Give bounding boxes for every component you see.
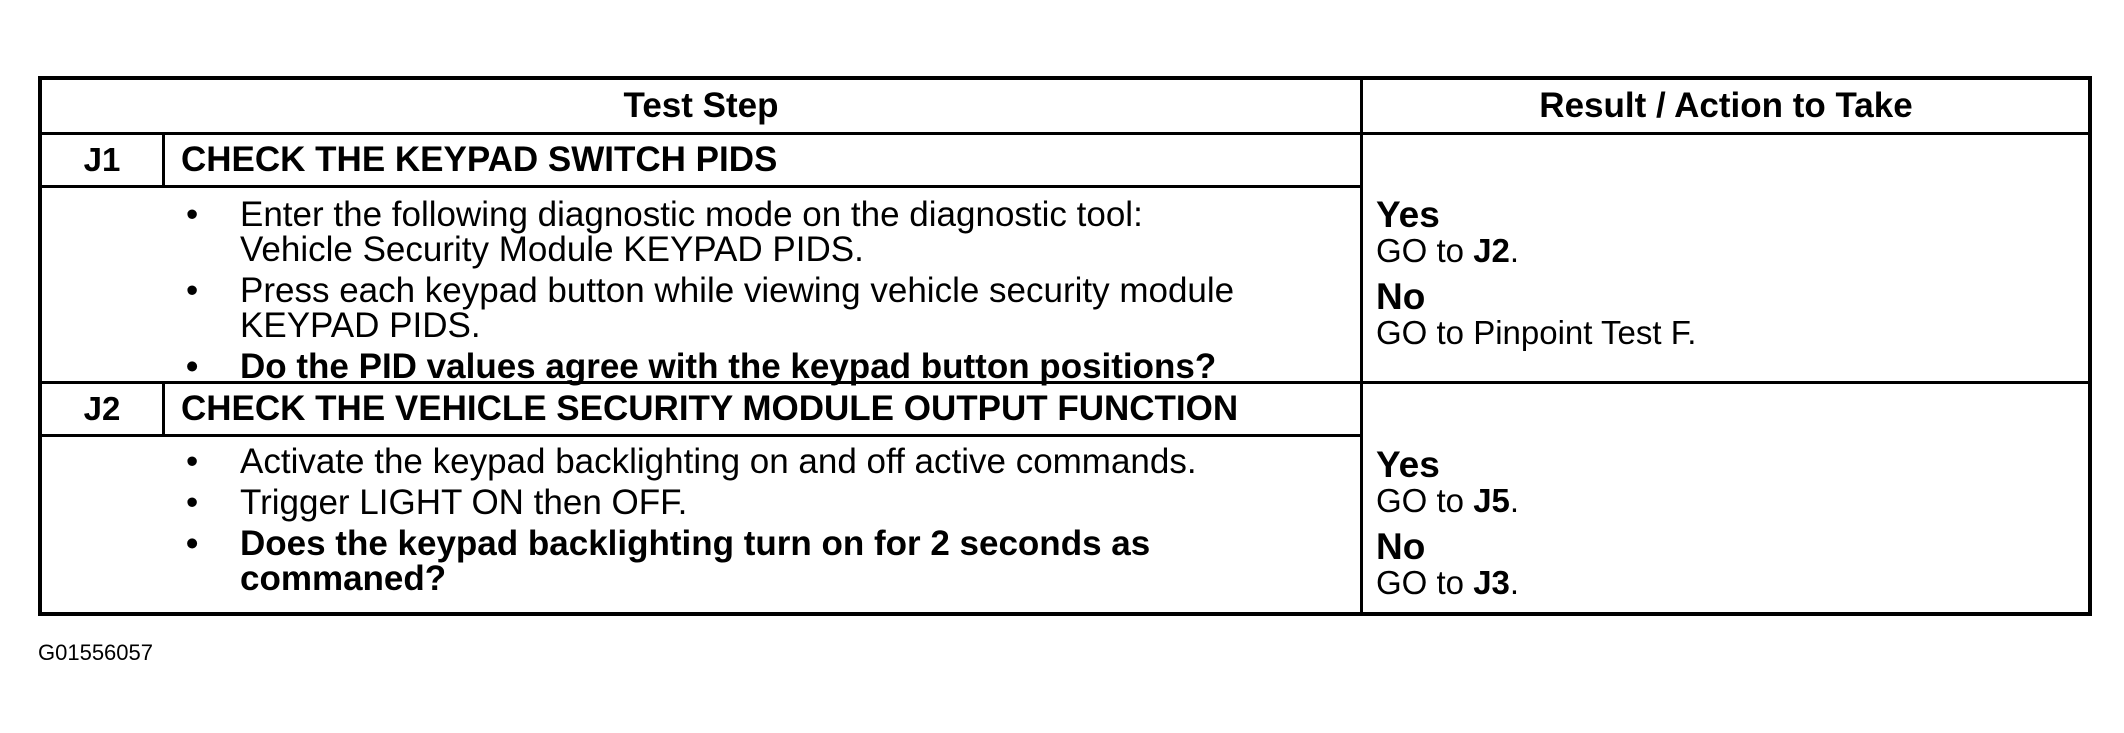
header-test-step: Test Step: [623, 86, 779, 125]
bullet-text: Press each keypad button while viewing vehicle security module KEYPAD PIDS.: [240, 271, 1235, 345]
yes-target: J5: [1473, 482, 1510, 519]
bullet-text-line-2: Vehicle Security Module KEYPAD PIDS.: [240, 230, 864, 269]
yes-suffix: .: [1509, 232, 1520, 269]
yes-action-text: GO to: [1376, 232, 1474, 269]
bullet-item-question: [180, 526, 1280, 596]
bullet-icon: •: [186, 524, 199, 563]
bullet-text: Activate the keypad backlighting on and off active commands.: [240, 442, 1197, 481]
bullet-icon: •: [186, 347, 199, 386]
yes-suffix: .: [1509, 482, 1520, 519]
yes-action: [1376, 483, 1519, 518]
column-divider: [1360, 80, 1363, 612]
yes-action-text: GO to: [1376, 482, 1474, 519]
no-action: [1376, 565, 1519, 600]
diagnostic-table: [38, 76, 2092, 616]
step-title-j1: CHECK THE KEYPAD SWITCH PIDS: [181, 140, 778, 179]
step-j1-bullets: [180, 197, 1340, 390]
bullet-item: [180, 444, 1340, 479]
no-action: [1376, 315, 1696, 350]
bullet-icon: •: [186, 483, 199, 522]
bullet-item: [180, 485, 1340, 520]
bullet-item-question: [180, 349, 1340, 384]
result-j1: [1376, 196, 1696, 360]
yes-target: J2: [1473, 232, 1510, 269]
step-id-j1: J1: [83, 141, 121, 178]
step-id-j2: J2: [83, 390, 121, 427]
bullet-text: Do the PID values agree with the keypad button positions?: [240, 347, 1217, 386]
step-j2-bullets: [180, 444, 1340, 602]
no-target: J3: [1473, 564, 1510, 601]
figure-id-caption: G01556057: [38, 640, 153, 665]
result-j2: [1376, 446, 1519, 610]
bullet-text-line-1: Enter the following diagnostic mode on the diagnostic tool:: [240, 195, 1143, 234]
bullet-item: [180, 273, 1340, 343]
step-title-j2: CHECK THE VEHICLE SECURITY MODULE OUTPUT FUNCTION: [181, 389, 1239, 428]
no-suffix: .: [1509, 564, 1520, 601]
no-label: No: [1376, 276, 1426, 317]
yes-action: [1376, 233, 1696, 268]
bullet-text: [240, 195, 1143, 269]
bullet-icon: •: [186, 195, 199, 234]
id-divider-j1: [162, 132, 165, 185]
header-result-action: Result / Action to Take: [1539, 86, 1913, 125]
yes-label: Yes: [1376, 444, 1440, 485]
no-action-text: GO to Pinpoint Test F.: [1376, 314, 1697, 351]
bullet-text: Trigger LIGHT ON then OFF.: [240, 483, 688, 522]
yes-label: Yes: [1376, 194, 1440, 235]
bullet-icon: •: [186, 271, 199, 310]
row-divider-j1-title: [42, 185, 1360, 188]
id-divider-j2: [162, 381, 165, 434]
row-divider-j2-title: [42, 434, 1360, 437]
bullet-icon: •: [186, 442, 199, 481]
no-action-text: GO to: [1376, 564, 1474, 601]
bullet-text: Does the keypad backlighting turn on for 2 seconds as commaned?: [240, 524, 1151, 598]
bullet-item: [180, 197, 1340, 267]
no-label: No: [1376, 526, 1426, 567]
